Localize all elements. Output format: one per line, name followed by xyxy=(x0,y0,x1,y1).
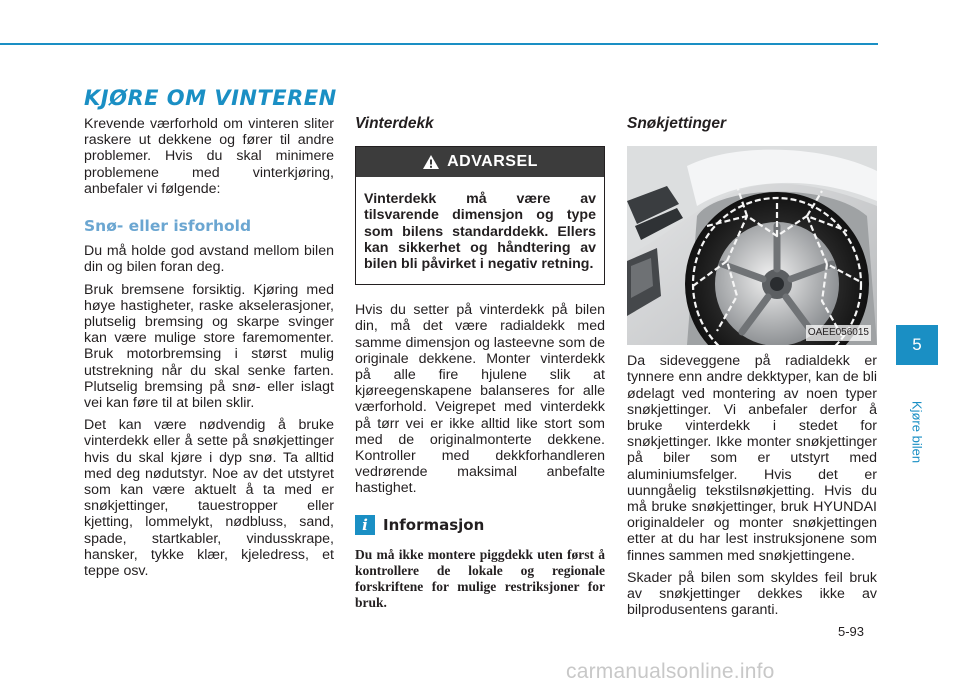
info-title xyxy=(355,515,605,535)
info-title-text: Informasjon xyxy=(383,515,485,534)
snow-ice-heading: Snø- eller isforhold xyxy=(84,217,252,236)
warning-header xyxy=(356,147,604,177)
warning-box xyxy=(355,146,605,285)
winter-tires-paragraph: Hvis du setter på vinterdekk på bilen din, må det være radialdekk med samme dimensjon og lasteevne som de originale dekkene. Monter vinterdekk på alle fire hjulene slik at kjøreegenskapene balanseres for alle værforhold. Veigrepet med vinterdekk på tørr vei er ikke alltid like stort som med de originalmonterte dekkene. Kontroller med dekkforhandleren vedrørende maksimal anbefalte hastighet. xyxy=(355,302,605,497)
warning-text: Vinterdekk må være av tilsvarende dimensjon og type som bilens standarddekk. Ellers kan sikkerhet og håndtering av bilen bli påvirket i negativ retning. xyxy=(364,191,596,273)
page-number: 5-93 xyxy=(838,624,865,639)
snow-chains-heading: Snøkjettinger xyxy=(627,115,727,132)
column-3 xyxy=(627,116,877,624)
header-rule xyxy=(0,43,878,45)
paragraph: Det kan være nødvendig å bruke vinterdekk eller å sette på snøkjettinger hvis du skal kjøre i dyp snø. Ta alltid med deg nødutstyr. Noe av det utstyret som kan være aktuelt å ta med er snøkjettinger, tauestropper eller kjetting, lommelykt, nødbluss, sand, spade, startkabler, vindusskrape, hansker, tykke klær, kjeledress, et teppe osv. xyxy=(84,417,334,580)
intro-paragraph: Krevende værforhold om vinteren sliter raskere ut dekkene og fører til andre problemer. Hvis du skal minimere problemene med vinterkjøring, anbefaler vi følgende: xyxy=(84,116,334,197)
chapter-label: Kjøre bilen xyxy=(909,400,925,464)
info-icon: i xyxy=(355,515,375,535)
paragraph: Bruk bremsene forsiktig. Kjøring med høye hastigheter, raske akselerasjoner, plutselig bremsing og skarpe svinger kan være mulige store faremomenter. Bruk motorbremsing i størst mulig utstrekning når du skal senke farten. Plutselig bremsing på snø- eller islagt vei kan føre til at bilen sklir. xyxy=(84,281,334,412)
watermark: carmanualsonline.info xyxy=(566,660,775,683)
chapter-number-tab: 5 xyxy=(896,325,938,365)
paragraph: Da sideveggene på radialdekk er tynnere enn andre dekktyper, kan de bli ødelagt ved montering av noen typer snøkjettinger. Vi anbefaler derfor å bruke vinterdekk i stedet for snøkjettinger. Ikke monter snøkjettinger på biler som er utstyrt med aluminiumsfelger. Hvis det er uunngåelig tekstilsnøkjetting. Hvis du må bruke snøkjettinger, bruk HYUNDAI originaldeler og monter snøkjettingen etter at du har lest instruksjonene som finnes sammen med snøkjettingene. xyxy=(627,353,877,564)
winter-tires-heading: Vinterdekk xyxy=(355,115,434,132)
warning-triangle-icon xyxy=(422,154,440,170)
column-2 xyxy=(355,116,605,617)
paragraph: Skader på bilen som skyldes feil bruk av snøkjettinger dekkes ikke av bilprodusentens garanti. xyxy=(627,569,877,619)
image-code: OAEE056015 xyxy=(806,325,871,341)
info-text: Du må ikke montere piggdekk uten først å kontrollere de lokale og regionale forskriftene for mulige restriksjoner for bruk. xyxy=(355,546,605,610)
section-title: KJØRE OM VINTEREN xyxy=(84,86,337,110)
paragraph: Du må holde god avstand mellom bilen din og bilen foran deg. xyxy=(84,243,334,276)
column-1 xyxy=(84,116,334,585)
snow-chain-wheel-image xyxy=(627,146,877,345)
warning-label: ADVARSEL xyxy=(447,153,538,171)
wheel-with-chain-illustration xyxy=(627,146,877,345)
